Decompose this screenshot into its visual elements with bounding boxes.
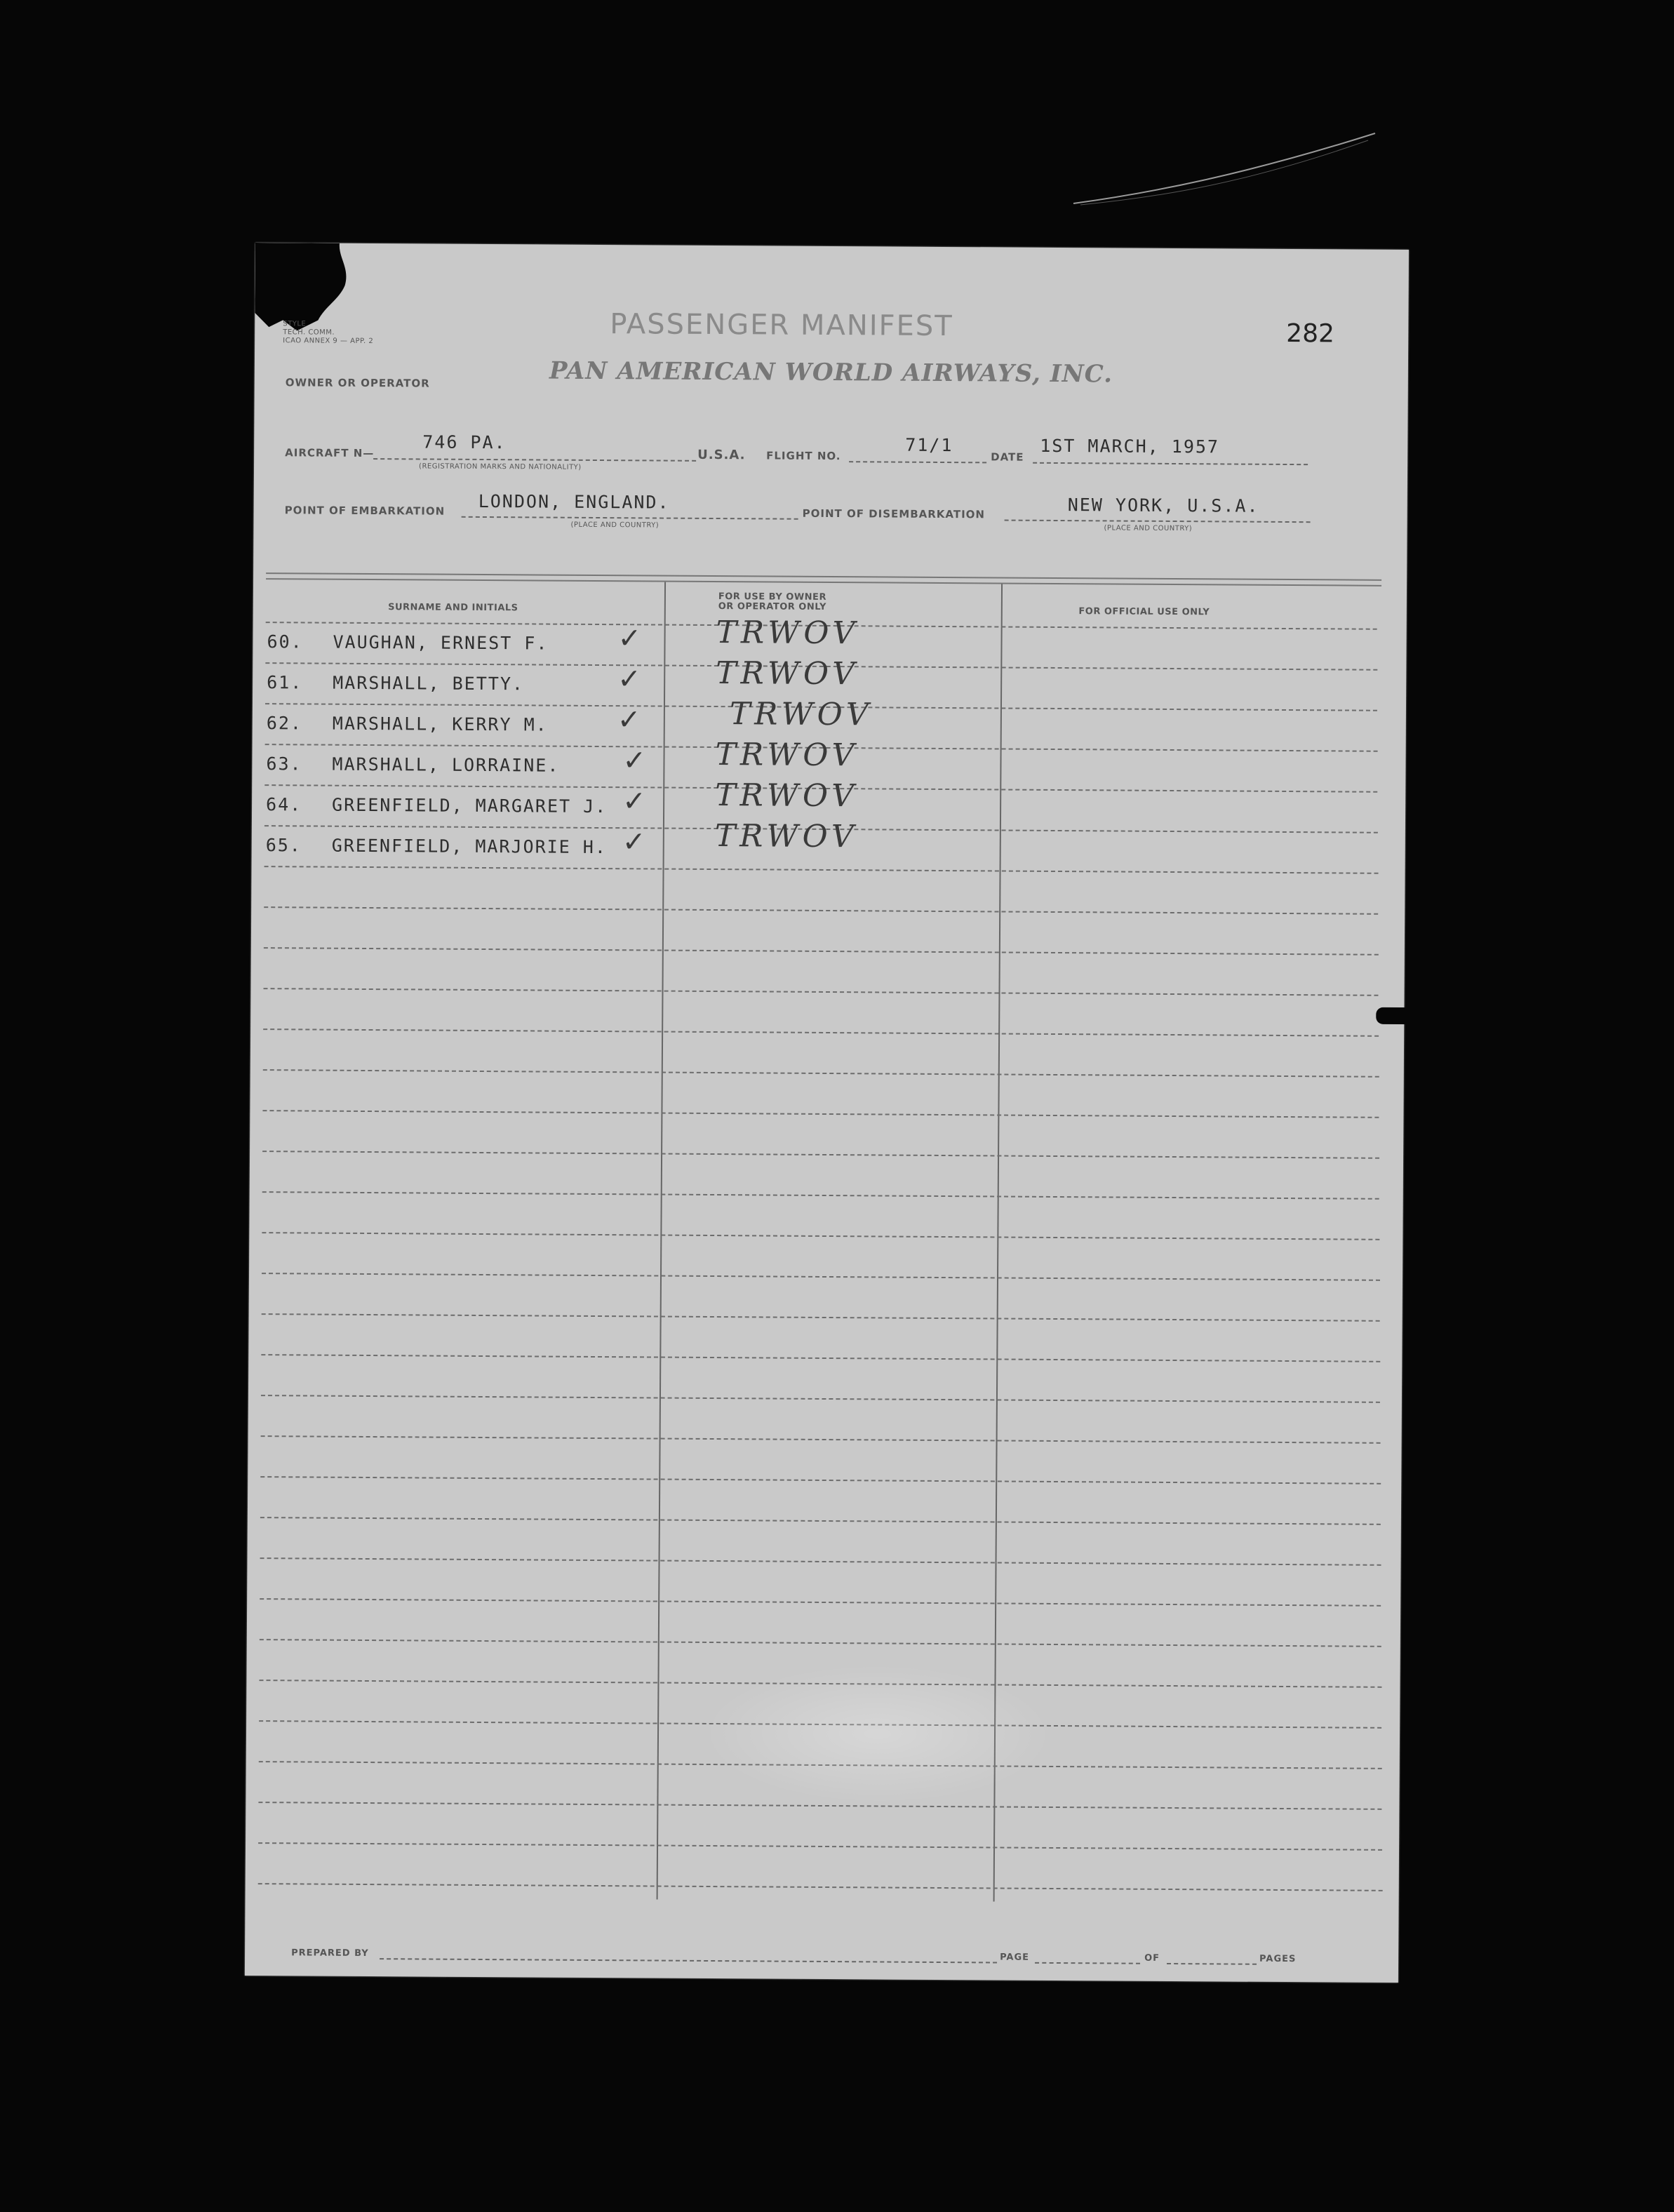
handwritten-note: TRWOV: [715, 737, 859, 774]
check-mark-icon: ✓: [617, 622, 642, 655]
handwritten-note: TRWOV: [715, 777, 859, 815]
form-ref-1: STYLE: [283, 320, 307, 328]
passenger-name: MARSHALL, BETTY.: [333, 672, 525, 695]
aircraft-caption: (REGISTRATION MARKS AND NATIONALITY): [419, 462, 582, 471]
check-mark-icon: ✓: [622, 826, 646, 859]
passenger-name: GREENFIELD, MARJORIE H.: [331, 835, 608, 858]
column-divider-1: [657, 582, 666, 1900]
of-label: OF: [1144, 1952, 1160, 1964]
check-mark-icon: ✓: [617, 704, 641, 737]
passenger-name: VAUGHAN, ERNEST F.: [333, 631, 549, 654]
date-label: DATE: [991, 450, 1024, 464]
table-row-line: [263, 1028, 1379, 1037]
disembark-label: POINT OF DISEMBARKATION: [802, 507, 986, 521]
paper-smudge: [702, 1663, 1053, 1805]
table-row-line: [258, 1842, 1382, 1851]
table-row-line: [258, 1883, 1383, 1891]
col-header-official: FOR OFFICIAL USE ONLY: [1078, 606, 1210, 618]
aircraft-underline: [373, 458, 696, 462]
of-underline: [1167, 1963, 1257, 1965]
prepared-underline: [380, 1958, 997, 1963]
embark-caption: (PLACE AND COUNTRY): [570, 521, 659, 530]
passenger-name: MARSHALL, LORRAINE.: [332, 753, 560, 776]
disembark-value: NEW YORK, U.S.A.: [1067, 495, 1259, 516]
passenger-number: 65.: [265, 835, 302, 856]
table-row-line: [262, 1232, 1379, 1240]
table-row-line: [260, 1517, 1381, 1525]
page-number: 282: [1286, 319, 1335, 349]
passenger-number: 61.: [267, 672, 303, 693]
table-row-line: [260, 1598, 1381, 1607]
embark-label: POINT OF EMBARKATION: [284, 504, 446, 518]
date-value: 1ST MARCH, 1957: [1040, 435, 1220, 457]
col-header-surname: SURNAME AND INITIALS: [388, 602, 518, 614]
table-row-line: [262, 1151, 1379, 1159]
binding-notch: [1376, 1007, 1425, 1024]
film-streak: [1066, 126, 1382, 210]
passenger-number: 63.: [266, 753, 302, 775]
table-row-line: [261, 1354, 1380, 1362]
table-row-line: [260, 1639, 1381, 1647]
handwritten-note: TRWOV: [729, 696, 873, 733]
owner-value: PAN AMERICAN WORLD AIRWAYS, INC.: [549, 356, 1113, 389]
check-mark-icon: ✓: [622, 744, 647, 777]
passenger-number: 64.: [266, 794, 302, 815]
table-row-line: [261, 1435, 1381, 1444]
col-header-owner-1: FOR USE BY OWNER: [718, 591, 827, 603]
date-underline: [1033, 462, 1308, 465]
aircraft-value: 746 PA.: [422, 431, 507, 453]
form-ref-3: ICAO ANNEX 9 — APP. 2: [283, 337, 374, 346]
owner-label: OWNER OR OPERATOR: [285, 376, 430, 390]
aircraft-label: AIRCRAFT N—: [285, 446, 375, 460]
page-underline: [1035, 1962, 1140, 1964]
manifest-sheet: [245, 243, 1409, 1983]
pages-label: PAGES: [1259, 1953, 1297, 1965]
embark-value: LONDON, ENGLAND.: [478, 490, 670, 513]
table-row-line: [262, 1191, 1379, 1200]
flight-value: 71/1: [905, 434, 953, 456]
table-row-line: [262, 1313, 1380, 1322]
col-header-owner-2: OR OPERATOR ONLY: [718, 601, 826, 612]
table-row-line: [261, 1395, 1380, 1403]
disembark-underline: [1005, 520, 1311, 523]
handwritten-note: TRWOV: [714, 818, 858, 855]
table-row-line: [264, 947, 1379, 956]
table-row-line: [262, 1110, 1379, 1118]
table-row-line: [260, 1476, 1381, 1484]
embark-underline: [462, 516, 798, 520]
handwritten-note: TRWOV: [716, 615, 859, 652]
passenger-number: 60.: [267, 631, 303, 652]
passenger-number: 62.: [266, 713, 303, 734]
table-row-line: [260, 1557, 1381, 1566]
table-row-line: [265, 866, 1379, 874]
passenger-name: MARSHALL, KERRY M.: [332, 713, 548, 735]
prepared-label: PREPARED BY: [291, 1948, 369, 1959]
check-mark-icon: ✓: [617, 663, 641, 696]
table-row-line: [264, 906, 1378, 915]
table-row-line: [262, 1273, 1380, 1281]
table-row-line: [264, 988, 1379, 996]
country-label: U.S.A.: [697, 447, 746, 463]
page-label: PAGE: [1000, 1952, 1030, 1963]
flight-label: FLIGHT NO.: [766, 449, 841, 463]
handwritten-note: TRWOV: [716, 655, 859, 692]
form-ref-2: TECH. COMM.: [283, 328, 335, 337]
check-mark-icon: ✓: [622, 785, 646, 818]
page-title: PASSENGER MANIFEST: [610, 308, 953, 343]
flight-underline: [849, 461, 986, 463]
table-row-line: [263, 1069, 1379, 1078]
passenger-name: GREENFIELD, MARGARET J.: [332, 794, 608, 817]
disembark-caption: (PLACE AND COUNTRY): [1104, 524, 1193, 533]
